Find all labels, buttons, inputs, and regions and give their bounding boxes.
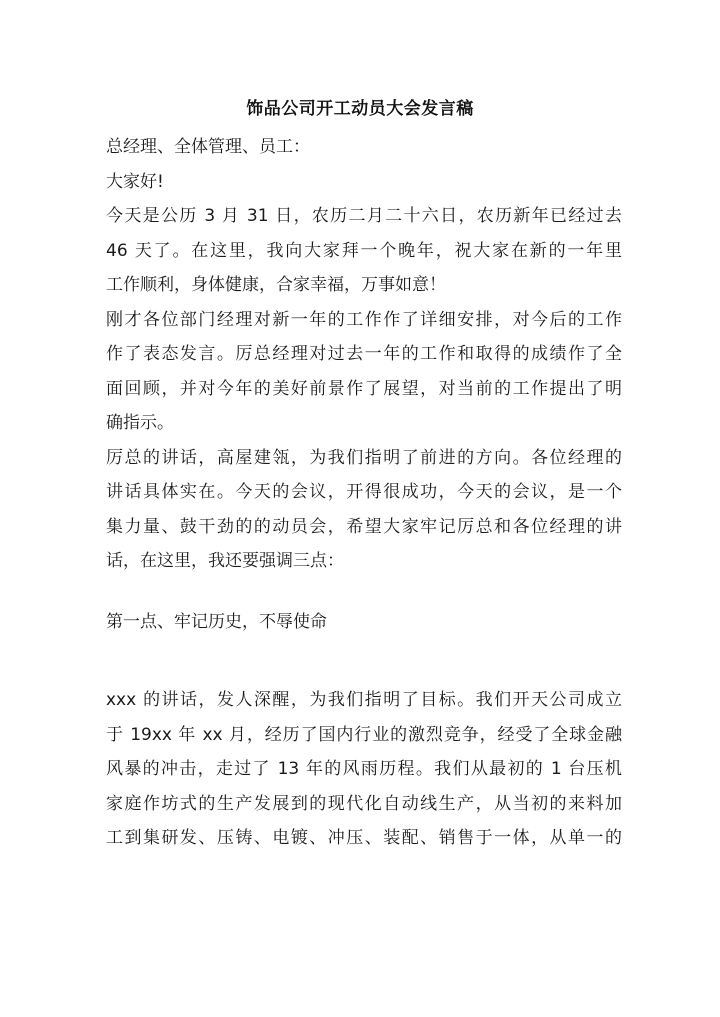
paragraph-1-line-3: 工作顺利，身体健康，合家幸福，万事如意！ bbox=[106, 275, 446, 295]
paragraph-2-line-3: 面回顾，并对今年的美好前景作了展望，对当前的工作提出了明 bbox=[106, 378, 622, 399]
paragraph-3-line-3: 集力量、鼓干劲的的动员会，希望大家牢记厉总和各位经理的讲 bbox=[106, 516, 622, 537]
paragraph-2-line-2: 作了表态发言。厉总经理对过去一年的工作和取得的成绩作了全 bbox=[106, 344, 622, 364]
paragraph-4-line-1: xxx 的讲话，发人深醒，为我们指明了目标。我们开天公司成立 bbox=[106, 690, 622, 710]
paragraph-3-line-1: 厉总的讲话，高屋建瓴，为我们指明了前进的方向。各位经理的 bbox=[106, 447, 622, 468]
salutation-line: 总经理、全体管理、员工： bbox=[106, 137, 310, 157]
paragraph-3-line-4: 话，在这里，我还要强调三点： bbox=[106, 551, 344, 571]
greeting-line: 大家好! bbox=[106, 171, 164, 192]
paragraph-2-line-4: 确指示。 bbox=[106, 413, 174, 433]
paragraph-3-line-2: 讲话具体实在。今天的会议，开得很成功，今天的会议，是一个 bbox=[106, 482, 622, 502]
paragraph-1-line-1: 今天是公历 3 月 31 日，农历二月二十六日，农历新年已经过去 bbox=[106, 206, 622, 226]
paragraph-2-line-1: 刚才各位部门经理对新一年的工作作了详细安排，对今后的工作 bbox=[106, 309, 622, 330]
document-body bbox=[106, 130, 622, 856]
section-heading: 第一点、牢记历史，不辱使命 bbox=[106, 611, 327, 632]
spacer bbox=[106, 639, 622, 683]
paragraph-4-line-3: 风暴的冲击，走过了 13 年的风雨历程。我们从最初的 1 台压机 bbox=[106, 759, 622, 779]
paragraph-4-line-5: 工到集研发、压铸、电镀、冲压、装配、销售于一体，从单一的 bbox=[106, 828, 622, 848]
paragraph-1-line-2: 46 天了。在这里，我向大家拜一个晚年，祝大家在新的一年里 bbox=[106, 240, 622, 261]
paragraph-4-line-2: 于 19xx 年 xx 月，经历了国内行业的激烈竞争，经受了全球金融 bbox=[106, 724, 622, 745]
spacer bbox=[106, 579, 622, 605]
paragraph-4-line-4: 家庭作坊式的生产发展到的现代化自动线生产，从当初的来料加 bbox=[106, 793, 622, 814]
document-title: 饰品公司开工动员大会发言稿 bbox=[246, 99, 474, 119]
